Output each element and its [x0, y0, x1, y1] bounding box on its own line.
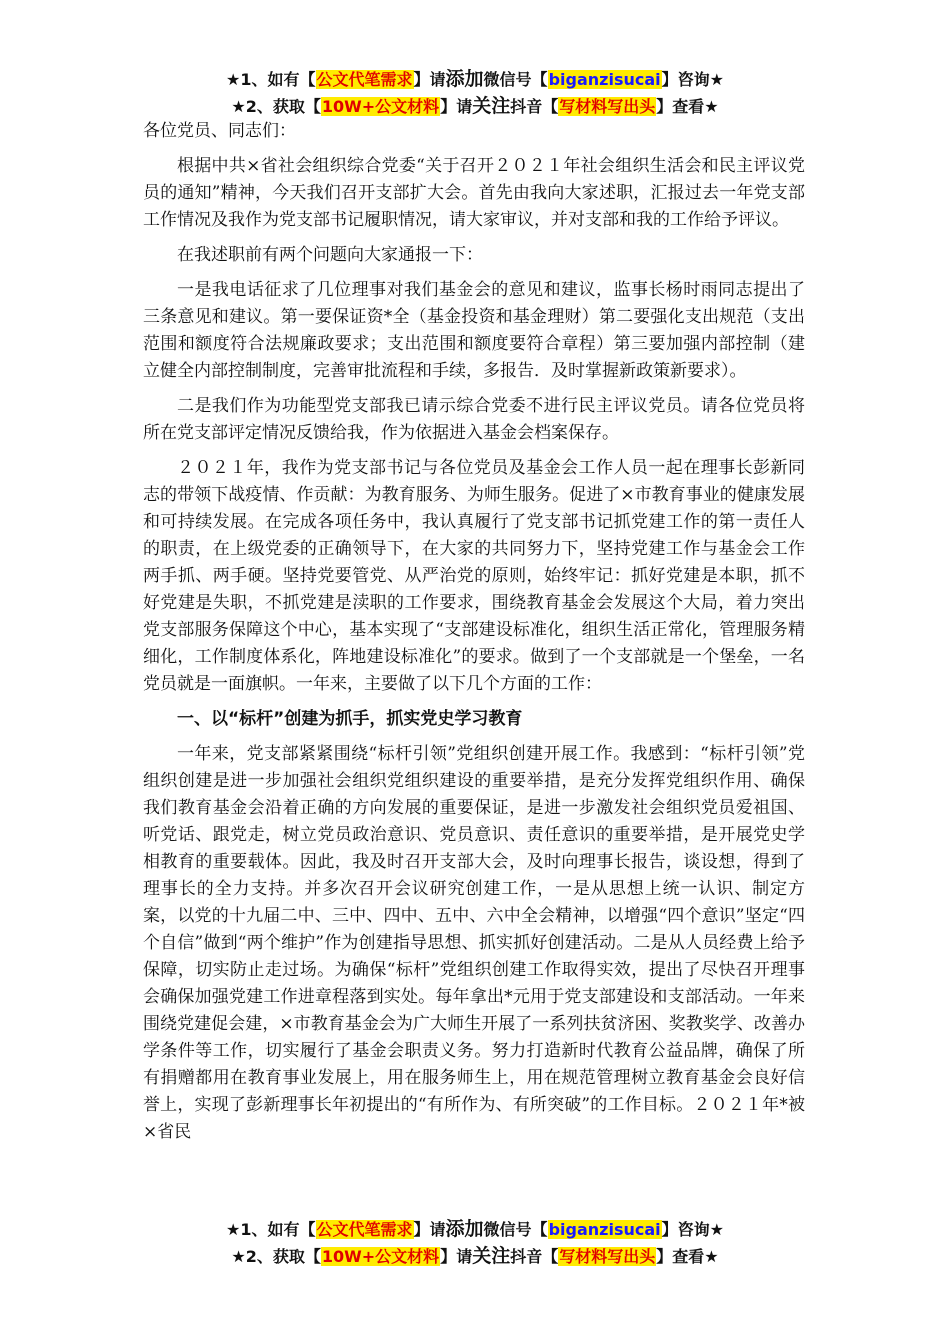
banner-text: 抖音【: [510, 97, 559, 116]
banner-text: 抖音【: [510, 1247, 559, 1266]
banner-emphasis: 关注: [472, 95, 511, 117]
banner-highlight: 10W+公文材料: [321, 97, 440, 116]
paragraph: ２０２１年，我作为党支部书记与各位党员及基金会工作人员一起在理事长彭新同志的带领下战疫情、作贡献：为教育服务、为师生服务。促进了×市教育事业的健康发展和可持续发展。在完成各项任务中，我认真履行了党支部书记抓党建工作的第一责任人的职责，在上级党委的正确领导下，在大家的共同努力下，坚持党建工作与基金会工作两手抓、两手硬。坚持党要管党、从严治党的原则，始终牢记：抓好党建是本职，抓不好党建是失职，不抓党建是渎职的工作要求，围绕教育基金会发展这个大局，着力突出党支部服务保障这个中心，基本实现了“支部建设标准化，组织生活正常化，管理服务精细化，工作制度体系化，阵地建设标准化”的要求。做到了一个支部就是一个堡垒，一名党员就是一面旗帜。一年来，主要做了以下几个方面的工作：: [143, 458, 805, 694]
bottom-banner: [0, 1216, 950, 1270]
banner-text: ★1、如有【: [226, 1220, 316, 1239]
banner-text: 】请: [440, 97, 473, 116]
banner-emphasis: 添加: [445, 1218, 484, 1240]
douyin-account-highlight[interactable]: 写材料写出头: [559, 97, 656, 116]
paragraph: 二是我们作为功能型党支部我已请示综合党委不进行民主评议党员。请各位党员将所在党支部评定情况反馈给我，作为依据进入基金会档案保存。: [143, 396, 805, 443]
paragraph: 在我述职前有两个问题向大家通报一下：: [177, 245, 483, 265]
banner-line-1: [0, 1216, 950, 1243]
banner-text: ★2、获取【: [231, 97, 321, 116]
banner-text: 】查看★: [656, 97, 719, 116]
banner-text: 】查看★: [656, 1247, 719, 1266]
banner-text: 微信号【: [483, 1220, 548, 1239]
banner-text: 微信号【: [483, 70, 548, 89]
paragraph: 一是我电话征求了几位理事对我们基金会的意见和建议，监事长杨时雨同志提出了三条意见和建议。第一要保证资*全（基金投资和基金理财）第二要强化支出规范（支出范围和额度符合法规廉政要求；支出范围和额度要符合章程）第三要加强内部控制（建立健全内部控制制度，完善审批流程和手续，多报告．及时掌握新政策新要求）。: [143, 280, 805, 381]
banner-emphasis: 添加: [445, 68, 484, 90]
banner-highlight: 公文代笔需求: [316, 1220, 413, 1239]
document-body: [143, 118, 805, 1154]
section-heading: 一、以“标杆”创建为抓手，抓实党史学习教育: [177, 709, 523, 729]
paragraph: 根据中共×省社会组织综合党委“关于召开２０２１年社会组织生活会和民主评议党员的通知”精神，今天我们召开支部扩大会。首先由我向大家述职，汇报过去一年党支部工作情况及我作为党支部书记履职情况，请大家审议，并对支部和我的工作给予评议。: [143, 156, 805, 230]
banner-line-2: [0, 93, 950, 120]
banner-emphasis: 关注: [472, 1245, 511, 1267]
douyin-account-highlight[interactable]: 写材料写出头: [559, 1247, 656, 1266]
banner-text: 】咨询★: [661, 1220, 724, 1239]
wechat-id-link[interactable]: biganzisucai: [548, 70, 661, 89]
paragraph: 一年来，党支部紧紧围绕“标杆引领”党组织创建开展工作。我感到：“标杆引领”党组织创建是进一步加强社会组织党组织建设的重要举措，是充分发挥党组织作用、确保我们教育基金会沿着正确的方向发展的重要保证，是进一步激发社会组织党员爱祖国、听党话、跟党走，树立党员政治意识、党员意识、责任意识的重要举措，是开展党史学相教育的重要载体。因此，我及时召开支部大会，及时向理事长报告，谈设想，得到了理事长的全力支持。并多次召开会议研究创建工作，一是从思想上统一认识、制定方案，以党的十九届二中、三中、四中、五中、六中全会精神，以增强“四个意识”坚定“四个自信”做到“两个维护”作为创建指导思想、抓实抓好创建活动。二是从人员经费上给予保障，切实防止走过场。为确保“标杆”党组织创建工作取得实效，提出了尽快召开理事会确保加强党建工作进章程落到实处。每年拿出*元用于党支部建设和支部活动。一年来围绕党建促会建，×市教育基金会为广大师生开展了一系列扶贫济困、奖教奖学、改善办学条件等工作，切实履行了基金会职责义务。努力打造新时代教育公益品牌，确保了所有捐赠都用在教育事业发展上，用在服务师生上，用在规范管理树立教育基金会良好信誉上，实现了彭新理事长年初提出的“有所作为、有所突破”的工作目标。２０２１年*被×省民: [143, 744, 805, 1142]
banner-text: 】请: [440, 1247, 473, 1266]
banner-text: 】请: [413, 1220, 446, 1239]
banner-line-1: [0, 66, 950, 93]
banner-line-2: [0, 1243, 950, 1270]
banner-highlight: 10W+公文材料: [321, 1247, 440, 1266]
top-banner: [0, 66, 950, 120]
banner-text: ★2、获取【: [231, 1247, 321, 1266]
banner-text: ★1、如有【: [226, 70, 316, 89]
salutation: 各位党员、同志们：: [143, 121, 296, 141]
banner-highlight: 公文代笔需求: [316, 70, 413, 89]
banner-text: 】请: [413, 70, 446, 89]
banner-text: 】咨询★: [661, 70, 724, 89]
wechat-id-link[interactable]: biganzisucai: [548, 1220, 661, 1239]
